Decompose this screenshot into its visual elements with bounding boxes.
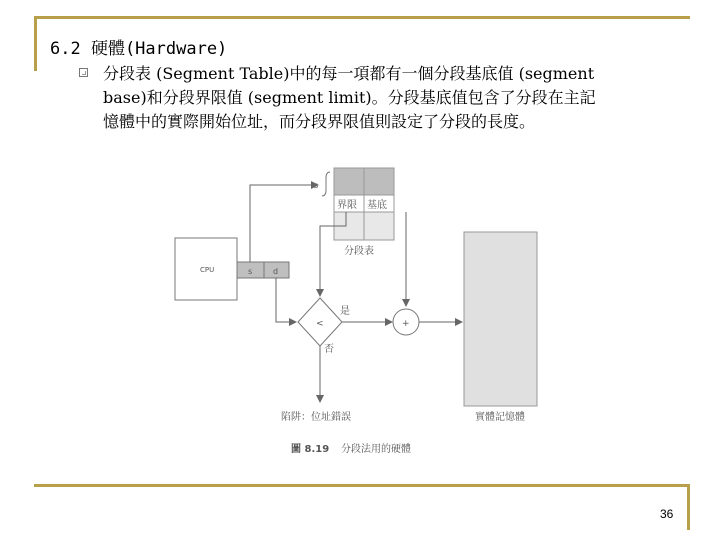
bullet-line-3: 憶體中的實際開始位址，而分段界限值則設定了分段的長度。 — [103, 112, 536, 131]
adder-symbol: + — [402, 319, 410, 329]
segment-brace — [322, 172, 330, 196]
segment-index-label: s — [314, 181, 319, 190]
bullet-line-2: base)和分段界限值 (segment limit)。分段基底值包含了分段在主記 — [103, 88, 596, 107]
address-d-label: d — [273, 267, 279, 276]
figure-caption: 分段法用的硬體 — [341, 444, 411, 455]
memory-label: 實體記憶體 — [475, 412, 525, 423]
slide-title: 6.2 硬體(Hardware) — [50, 39, 228, 59]
base-label: 基底 — [367, 200, 387, 211]
yes-label: 是 — [340, 306, 350, 317]
physical-memory — [464, 232, 537, 406]
bullet-line-1: 分段表 (Segment Table)中的每一項都有一個分段基底值 (segment — [103, 64, 595, 83]
segment-table-caption: 分段表 — [344, 246, 374, 257]
address-s-label: s — [248, 267, 253, 276]
cpu-label: CPU — [200, 266, 215, 274]
trap-label: 陷阱：位址錯誤 — [281, 412, 351, 423]
page-number: 36 — [660, 507, 674, 521]
no-label: 否 — [324, 344, 334, 355]
figure-number: 圖 8.19 — [291, 444, 330, 455]
limit-label: 界限 — [337, 200, 357, 211]
compare-symbol: < — [316, 319, 324, 329]
